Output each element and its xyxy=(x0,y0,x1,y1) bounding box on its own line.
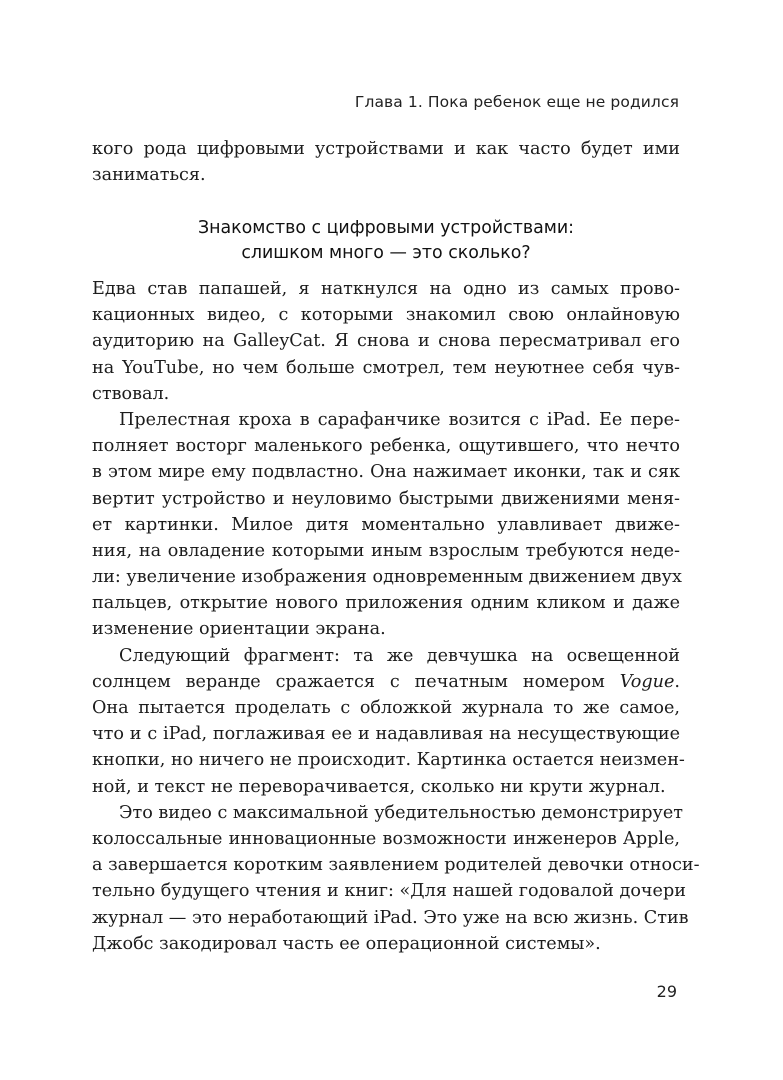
text-line: аудиторию на GalleyCat. Я снова и снова пересматривал его xyxy=(92,331,680,352)
text-line: что и с iPad, поглаживая ее и надавливая на несуществующие xyxy=(92,724,680,745)
text-run: солнцем веранде сражается с печатным номером xyxy=(92,671,620,692)
text-line: полняет восторг маленького ребенка, ощутившего, что нечто xyxy=(92,436,680,457)
text-line: в этом мире ему подвластно. Она нажимает иконки, так и сяк xyxy=(92,462,680,483)
text-line: изменение ориентации экрана. xyxy=(92,619,386,640)
heading-line: Знакомство с цифровыми устройствами: xyxy=(197,218,575,238)
intro-paragraph xyxy=(92,136,680,188)
running-head: Глава 1. Пока ребенок еще не родился xyxy=(354,93,679,111)
page-number: 29 xyxy=(656,982,677,1001)
text-line: Это видео с максимальной убедительностью демонстрирует xyxy=(119,802,683,823)
text-line: ет картинки. Милое дитя моментально улавливает движе- xyxy=(92,514,680,535)
text-line: кнопки, но ничего не происходит. Картинка остается неизмен- xyxy=(92,750,685,771)
section-heading xyxy=(92,216,680,266)
text-line: пальцев, открытие нового приложения одним кликом и даже xyxy=(92,593,680,614)
text-line: Прелестная кроха в сарафанчике возится с iPad. Ее пере- xyxy=(119,409,680,430)
text-line: а завершается коротким заявлением родителей девочки относи- xyxy=(92,855,700,876)
text-line: Она пытается проделать с обложкой журнала то же самое, xyxy=(92,698,680,718)
text-line: колоссальные инновационные возможности инженеров Apple, xyxy=(92,828,680,849)
text-line: на YouTube, но чем больше смотрел, тем неуютнее себя чув- xyxy=(92,357,680,378)
heading-line: слишком много — это сколько? xyxy=(241,243,531,263)
text-line: ли: увеличение изображения одновременным движением двух xyxy=(92,567,682,588)
magazine-title: Vogue xyxy=(619,671,675,692)
text-line: ной, и текст не переворачивается, сколько ни крути журнал. xyxy=(92,776,666,797)
text-line: заниматься. xyxy=(92,165,206,186)
text-line: кого рода цифровыми устройствами и как часто будет ими xyxy=(92,139,680,159)
text-line xyxy=(92,669,680,695)
text-line: кационных видео, с которыми знакомил свою онлайновую xyxy=(92,305,680,326)
section-body xyxy=(92,276,700,957)
text-run: . xyxy=(674,671,680,692)
text-line: ния, на овладение которыми иным взрослым требуются неде- xyxy=(92,540,680,561)
text-line: Джобс закодировал часть ее операционной системы». xyxy=(92,933,601,954)
text-line: ствовал. xyxy=(92,383,170,404)
text-line: тельно будущего чтения и книг: «Для нашей годовалой дочери xyxy=(92,881,686,902)
text-line: журнал — это неработающий iPad. Это уже на всю жизнь. Стив xyxy=(92,907,689,928)
text-line: вертит устройство и неуловимо быстрыми движениями меня- xyxy=(92,488,680,509)
text-line: Едва став папашей, я наткнулся на одно из самых прово- xyxy=(92,279,680,299)
text-line: Следующий фрагмент: та же девчушка на освещенной xyxy=(119,645,680,666)
